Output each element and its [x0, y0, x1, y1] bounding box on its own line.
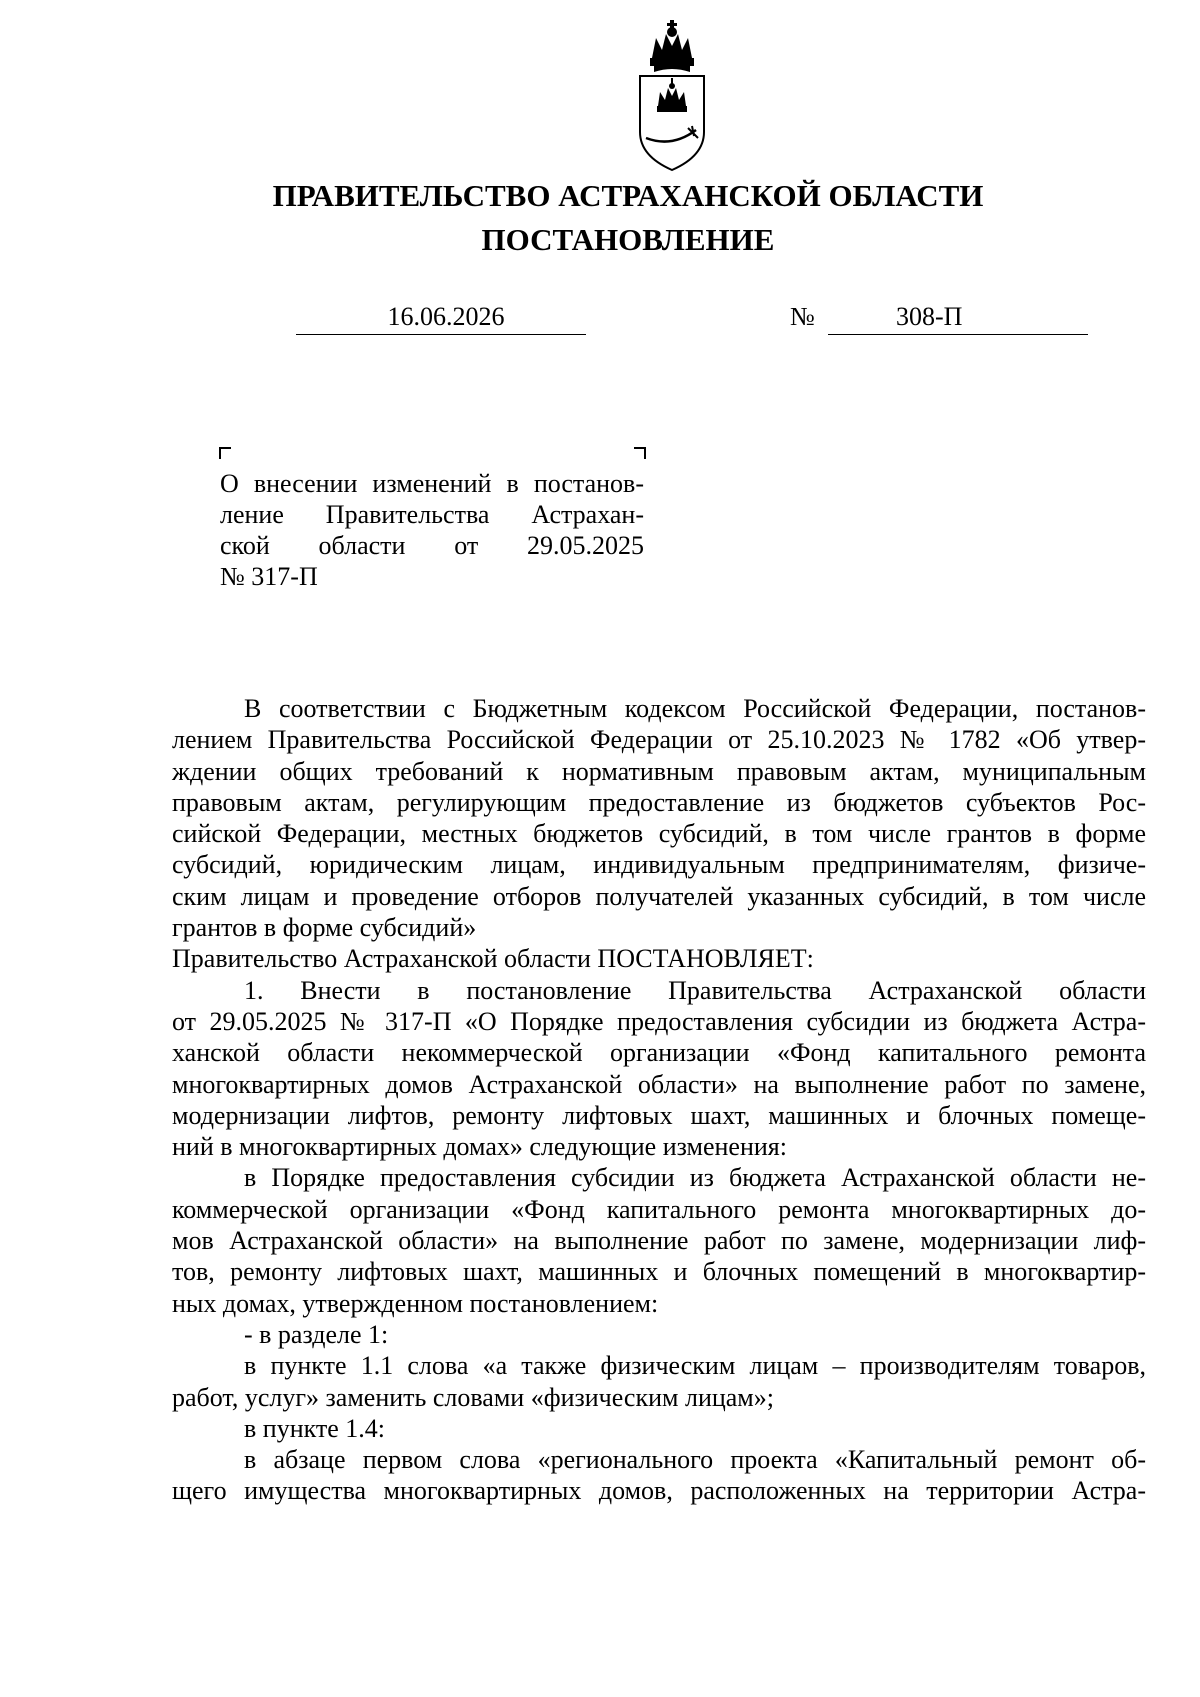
body-line: в пункте 1.1 слова «а также физическим лицам – производителям товаров,	[244, 1351, 1146, 1381]
body-line: в Порядке предоставления субсидии из бюджета Астраханской области не-	[244, 1163, 1146, 1193]
body-line: в пункте 1.4:	[244, 1413, 386, 1443]
body-line: - в разделе 1:	[244, 1319, 389, 1349]
number-label: №	[790, 302, 815, 331]
body-line: ждении общих требований к нормативным правовым актам, муниципальным	[172, 756, 1146, 786]
body-line: Правительство Астраханской области ПОСТАНОВЛЯЕТ:	[172, 944, 814, 974]
body-line: грантов в форме субсидий»	[172, 913, 477, 943]
document-body	[172, 693, 1146, 1507]
coat-of-arms-icon	[632, 20, 712, 172]
subject-line: О внесении изменений в постанов-	[220, 469, 644, 498]
body-line: коммерческой организации «Фонд капитального ремонта многоквартирных до-	[172, 1194, 1146, 1224]
organization-title: ПРАВИТЕЛЬСТВО АСТРАХАНСКОЙ ОБЛАСТИ	[272, 178, 984, 213]
body-line: 1. Внести в постановление Правительства Астраханской области	[244, 975, 1146, 1005]
body-line: работ, услуг» заменить словами «физическим лицам»;	[172, 1382, 774, 1412]
document-type-title: ПОСТАНОВЛЕНИЕ	[481, 222, 775, 257]
body-line: ных домах, утвержденном постановлением:	[172, 1288, 659, 1318]
body-line: ханской области некоммерческой организации «Фонд капитального ремонта	[172, 1038, 1146, 1068]
body-line: мов Астраханской области» на выполнение работ по замене, модернизации лиф-	[172, 1226, 1146, 1256]
subject-bracket-right	[634, 447, 646, 459]
body-line: правовым актам, регулирующим предоставление из бюджетов субъектов Рос-	[172, 787, 1146, 817]
body-line: лением Правительства Российской Федерации от 25.10.2023 № 1782 «Об утвер-	[172, 725, 1146, 755]
body-line: от 29.05.2025 № 317-П «О Порядке предоставления субсидии из бюджета Астра-	[172, 1006, 1146, 1036]
body-line: модернизации лифтов, ремонту лифтовых шахт, машинных и блочных помеще-	[172, 1100, 1146, 1130]
subject-bracket-left	[219, 447, 231, 459]
body-line: ний в многоквартирных домах» следующие изменения:	[172, 1132, 787, 1162]
document-number: 308-П	[828, 300, 1088, 335]
body-line: сийской Федерации, местных бюджетов субсидий, в том числе грантов в форме	[172, 819, 1146, 849]
subject-line: № 317-П	[220, 562, 318, 591]
subject-line: ской области от 29.05.2025	[220, 531, 644, 560]
body-line: В соответствии с Бюджетным кодексом Российской Федерации, постанов-	[244, 694, 1146, 723]
body-line: в абзаце первом слова «регионального проекта «Капитальный ремонт об-	[244, 1445, 1146, 1475]
body-line: тов, ремонту лифтовых шахт, машинных и блочных помещений в многоквартир-	[172, 1257, 1146, 1287]
body-line: щего имущества многоквартирных домов, расположенных на территории Астра-	[172, 1476, 1146, 1506]
body-line: многоквартирных домов Астраханской области» на выполнение работ по замене,	[172, 1069, 1146, 1099]
subject-line: ление Правительства Астрахан-	[220, 500, 644, 529]
body-line: субсидий, юридическим лицам, индивидуальным предпринимателям, физиче-	[172, 850, 1146, 880]
document-date: 16.06.2026	[296, 300, 586, 335]
document-subject	[220, 468, 644, 592]
body-line: ским лицам и проведение отборов получателей указанных субсидий, в том числе	[172, 881, 1146, 911]
